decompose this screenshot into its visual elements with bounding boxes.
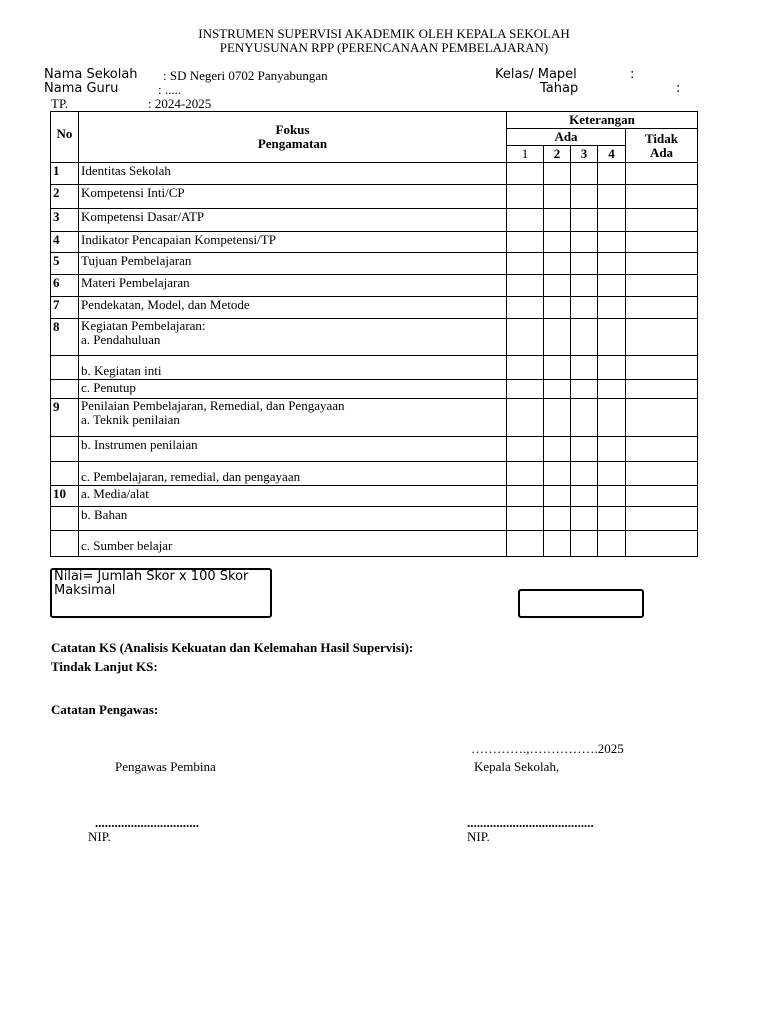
score-cell-4[interactable] [598, 531, 626, 557]
row-number [51, 531, 79, 557]
nilai-result-box[interactable] [518, 589, 644, 618]
table-row [51, 486, 698, 507]
header-tidak-line2: Ada [649, 144, 674, 160]
score-cell-2[interactable] [544, 507, 571, 531]
tindak-lanjut-label: Tindak Lanjut KS: [51, 659, 158, 674]
row-number: 9 [51, 399, 79, 437]
tidak-ada-cell[interactable] [626, 462, 698, 486]
row-number: 2 [51, 185, 79, 209]
score-cell-2[interactable] [544, 486, 571, 507]
row-label: c. Sumber belajar [79, 531, 507, 557]
row-number [51, 437, 79, 462]
score-cell-3[interactable] [571, 275, 598, 297]
table-row [51, 209, 698, 232]
score-cell-1[interactable] [507, 163, 544, 185]
row-number: 8 [51, 319, 79, 356]
kelas-mapel-label: Kelas/ Mapel [495, 67, 577, 82]
table-row [51, 185, 698, 209]
score-cell-4[interactable] [598, 462, 626, 486]
score-cell-2[interactable] [544, 297, 571, 319]
nilai-formula-line1: Nilai= Jumlah Skor x 100 Skor [54, 569, 249, 584]
score-cell-2[interactable] [544, 380, 571, 399]
score-cell-2[interactable] [544, 253, 571, 275]
score-cell-4[interactable] [598, 275, 626, 297]
supervision-table [50, 111, 698, 557]
table-row [51, 356, 698, 380]
row-label: Identitas Sekolah [79, 163, 507, 185]
table-row [51, 163, 698, 185]
tidak-ada-cell[interactable] [626, 253, 698, 275]
table-row [51, 253, 698, 275]
tidak-ada-cell[interactable] [626, 399, 698, 437]
row-label-line1: Kegiatan Pembelajaran: [81, 318, 206, 333]
row-label: Tujuan Pembelajaran [79, 253, 507, 275]
row-number [51, 462, 79, 486]
table-row [51, 297, 698, 319]
score-cell-4[interactable] [598, 437, 626, 462]
kepala-sekolah-title: Kepala Sekolah, [474, 759, 560, 774]
score-cell-4[interactable] [598, 232, 626, 253]
row-label: b. Instrumen penilaian [79, 437, 507, 462]
tidak-ada-cell[interactable] [626, 486, 698, 507]
row-number: 4 [51, 232, 79, 253]
table-row [51, 380, 698, 399]
score-cell-3[interactable] [571, 462, 598, 486]
score-cell-4[interactable] [598, 507, 626, 531]
row-number: 5 [51, 253, 79, 275]
score-cell-2[interactable] [544, 462, 571, 486]
tidak-ada-cell[interactable] [626, 297, 698, 319]
document-title-line1: INSTRUMEN SUPERVISI AKADEMIK OLEH KEPALA SEKOLAH [198, 26, 570, 41]
score-cell-4[interactable] [598, 380, 626, 399]
score-cell-4[interactable] [598, 356, 626, 380]
table-row [51, 319, 698, 356]
pengawas-nip: NIP. [88, 829, 111, 844]
score-cell-3[interactable] [571, 380, 598, 399]
score-cell-2[interactable] [544, 232, 571, 253]
score-cell-3[interactable] [571, 209, 598, 232]
tp-value: : 2024-2025 [148, 96, 212, 111]
row-number [51, 507, 79, 531]
row-label: b. Kegiatan inti [79, 356, 507, 380]
score-cell-2[interactable] [544, 275, 571, 297]
table-row [51, 399, 698, 437]
tidak-ada-cell[interactable] [626, 319, 698, 356]
table-row [51, 275, 698, 297]
score-1-header: 1 [507, 146, 544, 163]
row-label: b. Bahan [79, 507, 507, 531]
row-label-line2: a. Teknik penilaian [81, 412, 180, 427]
score-cell-1[interactable] [507, 507, 544, 531]
nama-sekolah-label: Nama Sekolah [44, 67, 138, 82]
nama-guru-label: Nama Guru [44, 81, 119, 96]
row-label: Kompetensi Dasar/ATP [79, 209, 507, 232]
score-cell-1[interactable] [507, 531, 544, 557]
score-2-header: 2 [544, 146, 571, 163]
score-cell-3[interactable] [571, 399, 598, 437]
score-cell-1[interactable] [507, 232, 544, 253]
header-fokus-line1: Fokus [275, 122, 310, 137]
tidak-ada-cell[interactable] [626, 531, 698, 557]
score-cell-2[interactable] [544, 437, 571, 462]
catatan-ks-label: Catatan KS (Analisis Kekuatan dan Kelemahan Hasil Supervisi): [51, 640, 414, 655]
pengawas-signature-line: ................................ [95, 815, 199, 830]
pengawas-title: Pengawas Pembina [115, 759, 216, 774]
score-cell-4[interactable] [598, 253, 626, 275]
score-cell-1[interactable] [507, 437, 544, 462]
row-label-line1: Penilaian Pembelajaran, Remedial, dan Pengayaan [81, 398, 345, 413]
score-cell-3[interactable] [571, 319, 598, 356]
row-number [51, 356, 79, 380]
score-cell-2[interactable] [544, 209, 571, 232]
score-cell-3[interactable] [571, 437, 598, 462]
row-label: c. Pembelajaran, remedial, dan pengayaan [79, 462, 507, 486]
header-tidak-ada [626, 129, 698, 163]
row-label: Pendekatan, Model, dan Metode [79, 297, 507, 319]
score-cell-1[interactable] [507, 399, 544, 437]
score-cell-3[interactable] [571, 531, 598, 557]
tidak-ada-cell[interactable] [626, 356, 698, 380]
score-cell-1[interactable] [507, 486, 544, 507]
nilai-formula-line2: Maksimal [54, 583, 116, 598]
score-cell-2[interactable] [544, 185, 571, 209]
nama-sekolah-value: : SD Negeri 0702 Panyabungan [163, 68, 328, 83]
score-cell-1[interactable] [507, 380, 544, 399]
table-row [51, 531, 698, 557]
score-cell-4[interactable] [598, 209, 626, 232]
score-cell-2[interactable] [544, 356, 571, 380]
row-label [79, 319, 507, 356]
catatan-pengawas-label: Catatan Pengawas: [51, 702, 159, 717]
table-row [51, 507, 698, 531]
row-number: 3 [51, 209, 79, 232]
score-cell-3[interactable] [571, 356, 598, 380]
kepala-sekolah-nip: NIP. [467, 829, 490, 844]
row-number: 10 [51, 486, 79, 507]
header-keterangan: Keterangan [507, 112, 698, 129]
score-cell-1[interactable] [507, 356, 544, 380]
score-cell-1[interactable] [507, 319, 544, 356]
score-cell-1[interactable] [507, 462, 544, 486]
tidak-ada-cell[interactable] [626, 380, 698, 399]
score-cell-4[interactable] [598, 399, 626, 437]
kepala-sekolah-signature-line: ....................................... [467, 815, 594, 830]
tidak-ada-cell[interactable] [626, 437, 698, 462]
score-cell-3[interactable] [571, 253, 598, 275]
score-cell-4[interactable] [598, 185, 626, 209]
tidak-ada-cell[interactable] [626, 507, 698, 531]
score-cell-1[interactable] [507, 185, 544, 209]
row-number: 7 [51, 297, 79, 319]
row-label: c. Penutup [79, 380, 507, 399]
row-label: Materi Pembelajaran [79, 275, 507, 297]
score-cell-4[interactable] [598, 163, 626, 185]
document-title-line2: PENYUSUNAN RPP (PERENCANAAN PEMBELAJARAN) [219, 40, 549, 55]
tidak-ada-cell[interactable] [626, 232, 698, 253]
score-3-header: 3 [571, 146, 598, 163]
header-no: No [51, 112, 79, 163]
score-cell-3[interactable] [571, 232, 598, 253]
table-row [51, 462, 698, 486]
score-cell-1[interactable] [507, 209, 544, 232]
nilai-formula-box [50, 568, 272, 618]
table-row [51, 437, 698, 462]
header-fokus-line2: Pengamatan [257, 136, 328, 151]
nama-guru-value: : ..... [158, 82, 182, 97]
score-cell-4[interactable] [598, 319, 626, 356]
score-cell-2[interactable] [544, 531, 571, 557]
row-label: Indikator Pencapaian Kompetensi/TP [79, 232, 507, 253]
row-label: Kompetensi Inti/CP [79, 185, 507, 209]
score-cell-4[interactable] [598, 297, 626, 319]
score-cell-3[interactable] [571, 507, 598, 531]
score-cell-4[interactable] [598, 486, 626, 507]
row-label: a. Media/alat [79, 486, 507, 507]
row-number: 1 [51, 163, 79, 185]
row-label-line2: a. Pendahuluan [81, 332, 161, 347]
tidak-ada-cell[interactable] [626, 209, 698, 232]
score-cell-2[interactable] [544, 319, 571, 356]
score-cell-3[interactable] [571, 297, 598, 319]
score-cell-1[interactable] [507, 297, 544, 319]
row-number: 6 [51, 275, 79, 297]
score-cell-1[interactable] [507, 275, 544, 297]
header-ada: Ada [507, 129, 626, 146]
tidak-ada-cell[interactable] [626, 185, 698, 209]
score-cell-2[interactable] [544, 163, 571, 185]
kelas-mapel-value: : [630, 67, 635, 82]
score-cell-3[interactable] [571, 185, 598, 209]
row-label [79, 399, 507, 437]
tidak-ada-cell[interactable] [626, 275, 698, 297]
score-cell-3[interactable] [571, 163, 598, 185]
row-number [51, 380, 79, 399]
header-fokus [79, 112, 507, 163]
score-4-header: 4 [598, 146, 626, 163]
tahap-value: : [676, 81, 681, 96]
tp-label: TP. [51, 96, 68, 111]
header-tidak-line1: Tidak [644, 130, 678, 146]
tidak-ada-cell[interactable] [626, 163, 698, 185]
table-row [51, 232, 698, 253]
score-cell-1[interactable] [507, 253, 544, 275]
tahap-label: Tahap [540, 81, 579, 96]
score-cell-2[interactable] [544, 399, 571, 437]
score-cell-3[interactable] [571, 486, 598, 507]
signature-date: ………….,…………….2025 [471, 741, 624, 756]
